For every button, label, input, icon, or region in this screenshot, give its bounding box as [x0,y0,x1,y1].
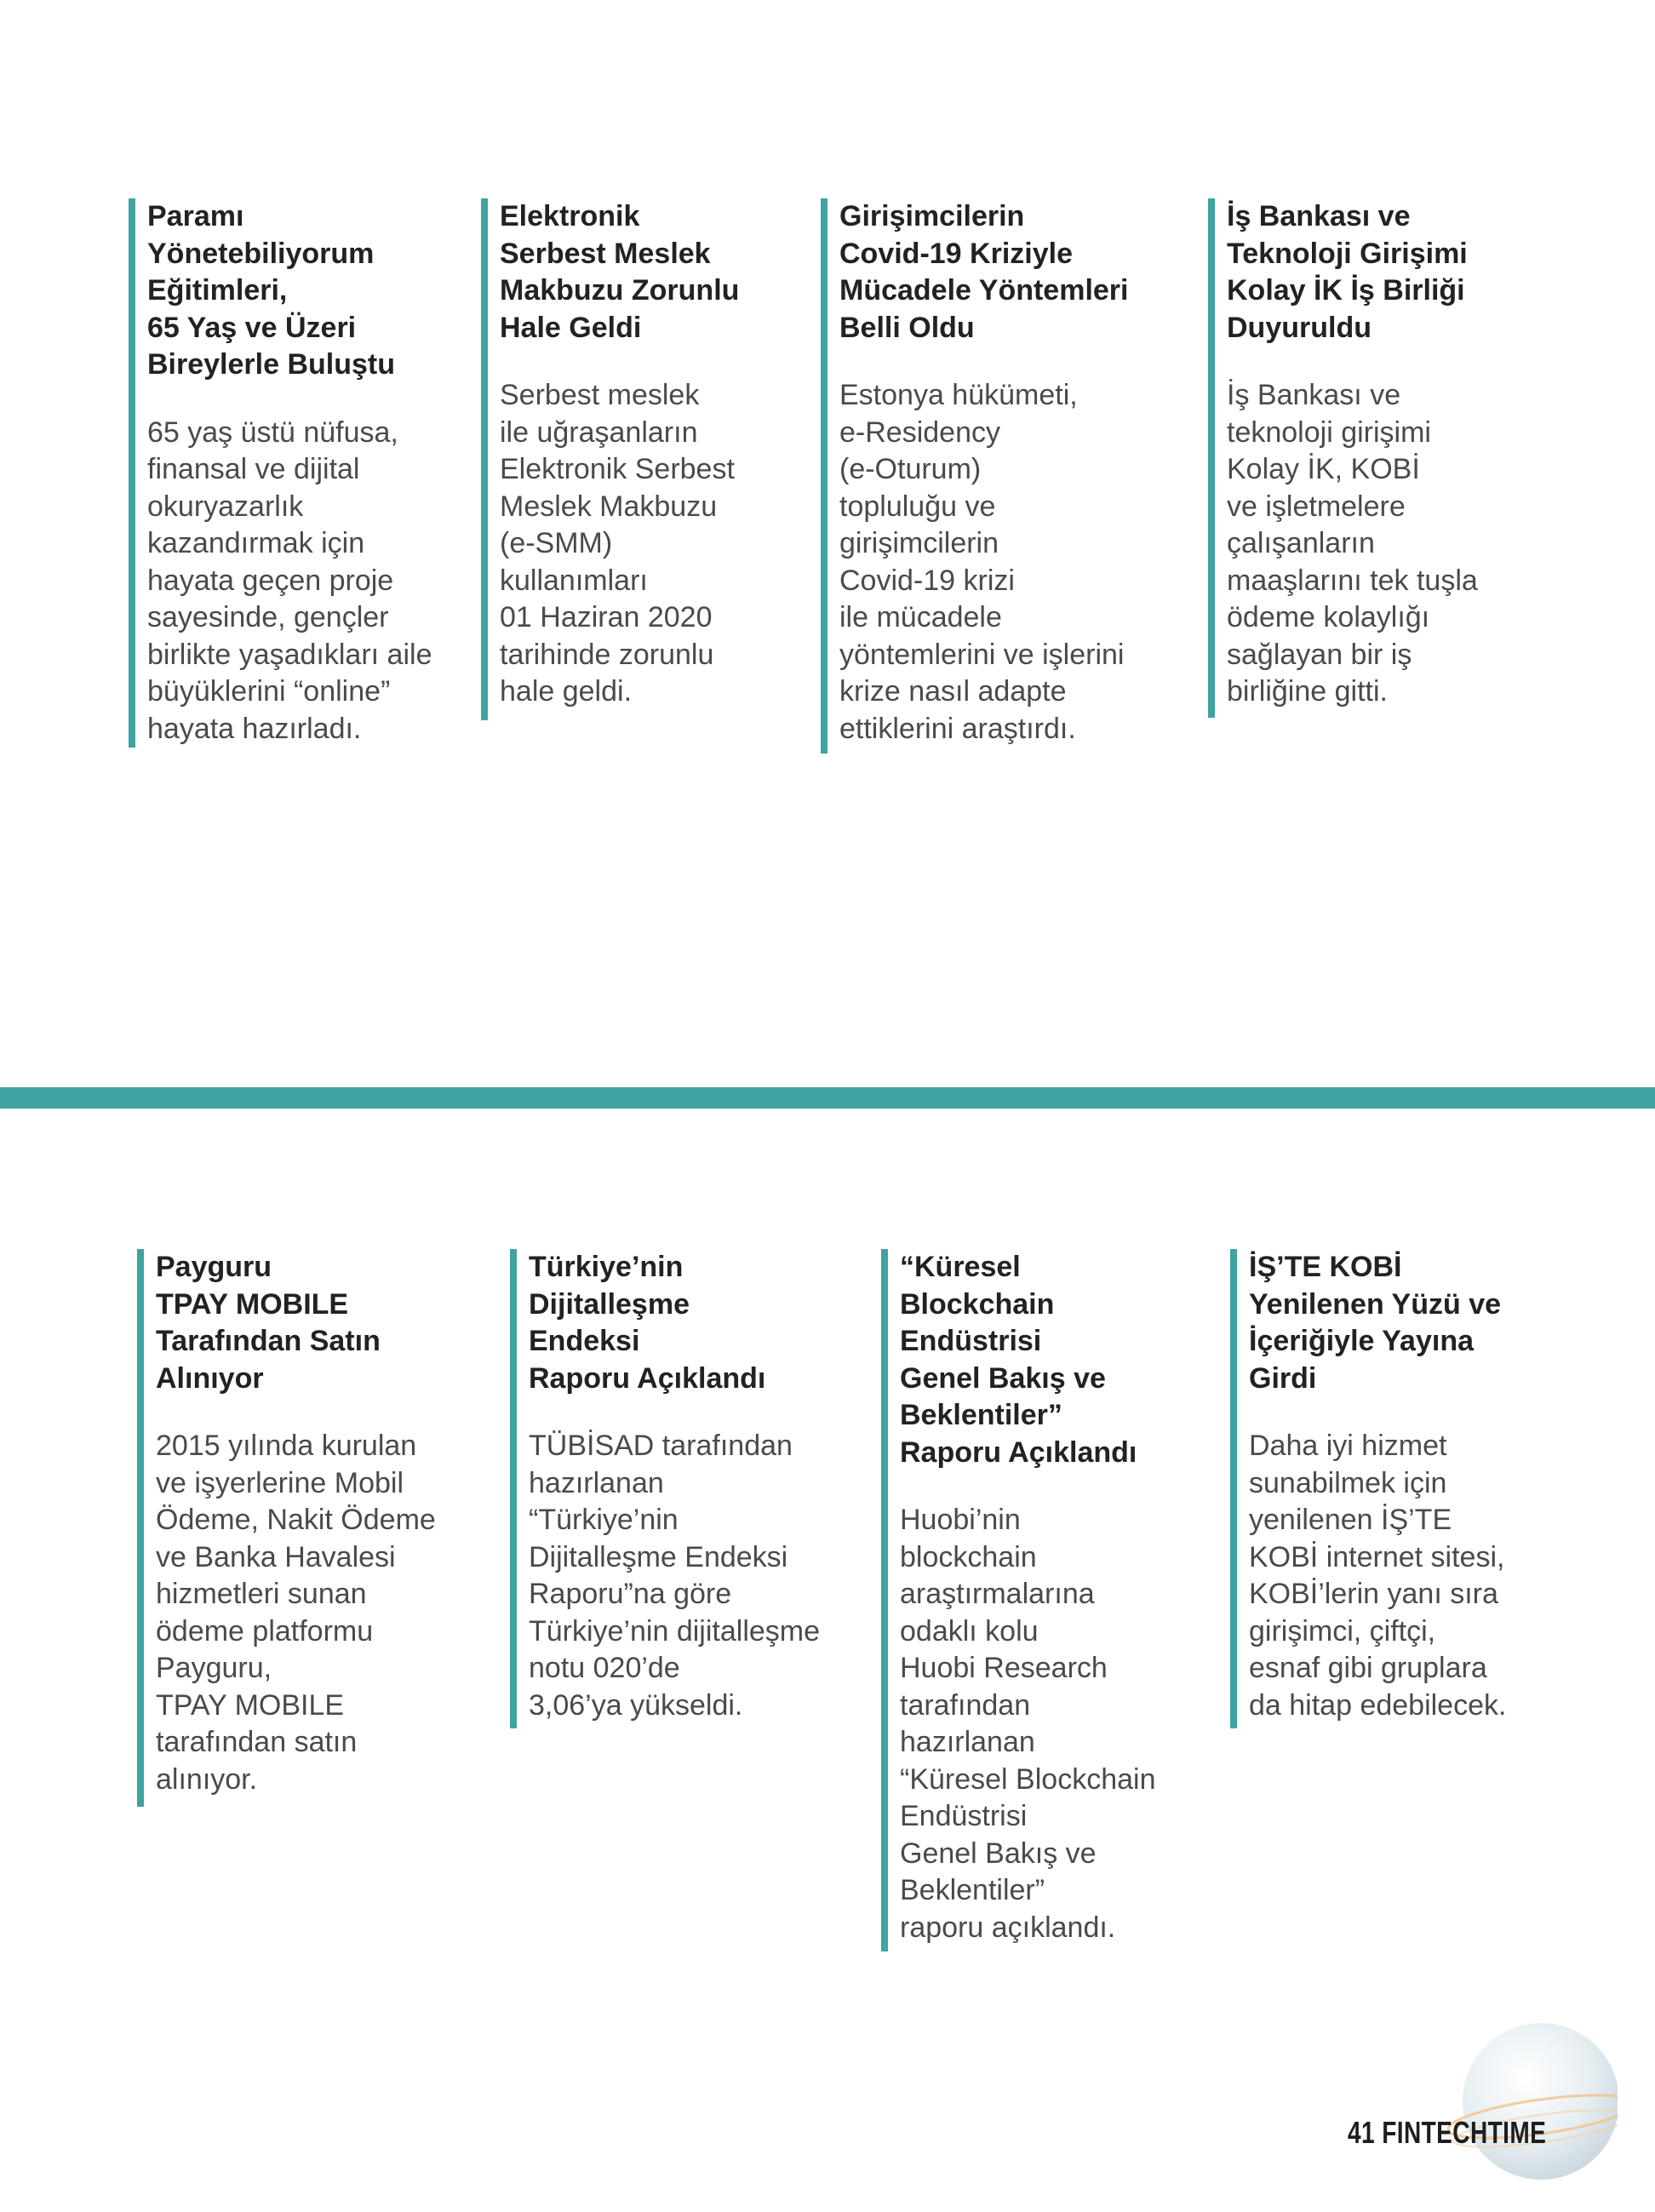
news-body: İş Bankası ve teknoloji girişimi Kolay İK, KOBİ ve işletmelere çalışanların maaşlarını tek tuşla ödeme kolaylığı sağlayan bir iş birliğine gitti. [1227,379,1478,708]
news-title: Elektronik Serbest Meslek Makbuzu Zorunlu Hale Geldi [500,200,740,344]
news-item-2 [481,198,805,720]
page-number: 41 [1348,2115,1376,2150]
news-title: “Küresel Blockchain Endüstrisi Genel Bakış ve Beklentiler” Raporu Açıklandı [900,1251,1137,1469]
news-title: Payguru TPAY MOBILE Tarafından Satın Alınıyor [156,1251,381,1395]
news-body: 2015 yılında kurulan ve işyerlerine Mobil Ödeme, Nakit Ödeme ve Banka Havalesi hizmetleri sunan ödeme platformu Payguru, TPAY MOBILE tarafından satın alınıyor. [156,1430,436,1796]
news-item-4 [1208,198,1532,718]
news-body: Serbest meslek ile uğraşanların Elektronik Serbest Meslek Makbuzu (e-SMM) kullanımları 01 Haziran 2020 tarihinde zorunlu hale geldi. [500,379,735,708]
news-title: İş Bankası ve Teknoloji Girişimi Kolay İK İş Birliği Duyuruldu [1227,200,1468,344]
news-title: İŞ’TE KOBİ Yenilenen Yüzü ve İçeriğiyle Yayına Girdi [1249,1251,1502,1395]
news-item-5 [137,1249,461,1807]
news-item-8 [1230,1249,1554,1728]
news-title: Paramı Yönetebiliyorum Eğitimleri, 65 Yaş ve Üzeri Bireylerle Buluştu [147,200,395,381]
page-folio [1348,2115,1546,2151]
planet-icon [1447,2016,1618,2186]
news-body: Estonya hükümeti, e-Residency (e-Oturum) topluluğu ve girişimcilerin Covid-19 krizi ile mücadele yöntemlerini ve işlerini krize nasıl adapte ettiklerini araştırdı. [839,379,1125,745]
news-item-6 [510,1249,850,1728]
news-body: Huobi’nin blockchain araştırmalarına odaklı kolu Huobi Research tarafından hazırlanan “Küresel Blockchain Endüstrisi Genel Bakış ve Beklentiler” raporu açıklandı. [900,1504,1156,1944]
news-item-3 [821,198,1161,754]
news-body: Daha iyi hizmet sunabilmek için yenilenen İŞ’TE KOBİ internet sitesi, KOBİ’lerin yanı sıra girişimci, çiftçi, esnaf gibi gruplara da hitap edebilecek. [1249,1430,1507,1722]
section-divider-band [0,1087,1655,1109]
news-title: Girişimcilerin Covid-19 Kriziyle Mücadele Yöntemleri Belli Oldu [839,200,1129,344]
news-item-7 [881,1249,1205,1951]
news-item-1 [129,198,452,748]
news-body: 65 yaş üstü nüfusa, finansal ve dijital okuryazarlık kazandırmak için hayata geçen proje sayesinde, gençler birlikte yaşadıkları aile büyüklerini “online” hayata hazırladı. [147,415,432,745]
magazine-name: FINTECHTIME [1382,2115,1547,2150]
news-title: Türkiye’nin Dijitalleşme Endeksi Raporu Açıklandı [529,1251,766,1395]
news-body: TÜBİSAD tarafından hazırlanan “Türkiye’nin Dijitalleşme Endeksi Raporu”na göre Türkiye’nin dijitalleşme notu 020’de 3,06’ya yükseldi. [529,1430,821,1722]
